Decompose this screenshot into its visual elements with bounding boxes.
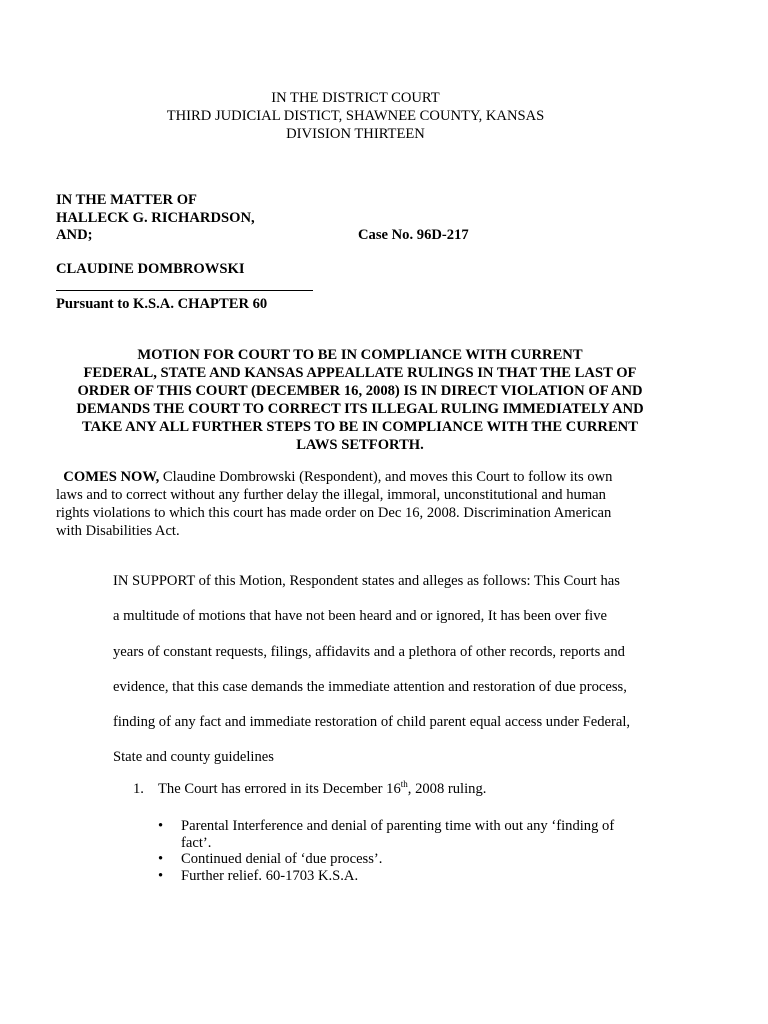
comes-now-lead: COMES NOW, <box>63 469 160 485</box>
comes-now-line: laws and to correct without any further delay the illegal, immoral, unconstitutional and human <box>56 487 606 503</box>
pursuant-statute: Pursuant to K.S.A. CHAPTER 60 <box>56 296 268 312</box>
bullet-text: Parental Interference and denial of parenting time with out any ‘finding of <box>181 818 615 834</box>
court-header <box>0 89 711 143</box>
bullet-list <box>158 818 614 884</box>
item-number: 1. <box>133 781 144 797</box>
bullet-text: fact’. <box>181 834 212 851</box>
support-line: State and county guidelines <box>113 749 274 766</box>
case-number: Case No. 96D-217 <box>358 227 469 243</box>
caption-and: AND; <box>56 227 93 243</box>
support-line: IN SUPPORT of this Motion, Respondent states and alleges as follows: This Court has <box>113 573 620 589</box>
item-text-end: , 2008 ruling. <box>407 781 487 797</box>
caption-divider <box>56 290 313 291</box>
motion-title-line: DEMANDS THE COURT TO CORRECT ITS ILLEGAL RULING IMMEDIATELY AND <box>76 401 644 417</box>
motion-title-line: TAKE ANY ALL FURTHER STEPS TO BE IN COMPLIANCE WITH THE CURRENT <box>82 419 638 435</box>
bullet-item <box>158 851 614 868</box>
bullet-item <box>158 868 614 885</box>
motion-title-line: ORDER OF THIS COURT (DECEMBER 16, 2008) IS IN DIRECT VIOLATION OF AND <box>77 383 643 399</box>
judicial-district: THIRD JUDICIAL DISTICT, SHAWNEE COUNTY, KANSAS <box>166 108 545 124</box>
bullet-text: Further relief. 60-1703 K.S.A. <box>181 867 359 884</box>
support-paragraph <box>113 572 673 784</box>
motion-title-line: LAWS SETFORTH. <box>296 437 424 453</box>
support-line: a multitude of motions that have not been heard and or ignored, It has been over five <box>113 608 608 625</box>
numbered-item <box>133 781 486 798</box>
comes-now-line: with Disabilities Act. <box>56 523 180 539</box>
support-line: years of constant requests, filings, affidavits and a plethora of other records, reports and <box>113 643 625 660</box>
item-superscript: th <box>400 779 408 790</box>
bullet-continuation <box>158 835 614 852</box>
bullet-icon: • <box>158 818 164 834</box>
item-text: The Court has errored in its December 16 <box>158 781 401 797</box>
caption-party2: CLAUDINE DOMBROWSKI <box>56 261 245 277</box>
motion-title-line: FEDERAL, STATE AND KANSAS APPEALLATE RULINGS IN THAT THE LAST OF <box>83 365 637 381</box>
motion-title-line: MOTION FOR COURT TO BE IN COMPLIANCE WITH CURRENT <box>137 347 583 363</box>
comes-now-text: Claudine Dombrowski (Respondent), and moves this Court to follow its own <box>159 469 613 485</box>
division: DIVISION THIRTEEN <box>286 126 425 142</box>
bullet-item <box>158 818 614 835</box>
case-caption <box>56 192 255 245</box>
bullet-text: Continued denial of ‘due process’. <box>181 851 383 867</box>
caption-matter: IN THE MATTER OF <box>56 192 197 208</box>
comes-now-line: rights violations to which this court has made order on Dec 16, 2008. Discrimination American <box>56 505 612 521</box>
support-line: evidence, that this case demands the immediate attention and restoration of due process, <box>113 678 627 695</box>
caption-party1: HALLECK G. RICHARDSON, <box>56 209 255 226</box>
comes-now-paragraph <box>56 468 666 540</box>
motion-title <box>40 346 680 454</box>
bullet-icon: • <box>158 867 164 884</box>
court-name: IN THE DISTRICT COURT <box>271 90 440 106</box>
support-line: finding of any fact and immediate restoration of child parent equal access under Federal, <box>113 714 631 731</box>
bullet-icon: • <box>158 851 164 867</box>
comes-now-line <box>56 468 666 486</box>
